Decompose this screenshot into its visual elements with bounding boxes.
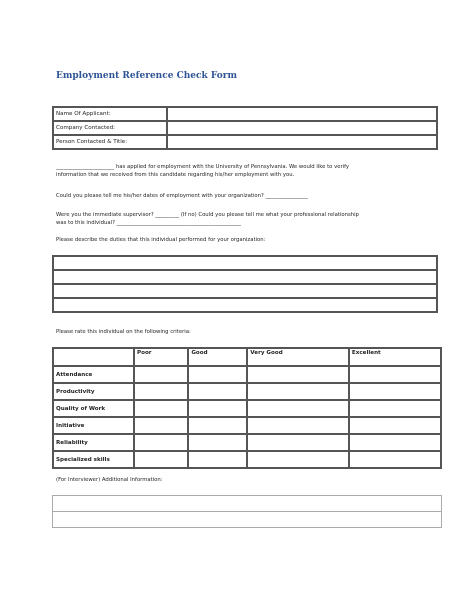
company-field[interactable] bbox=[167, 121, 437, 135]
intro-text-line2: information that we received from this candidate regarding his/her employment with you. bbox=[56, 172, 295, 178]
rating-row bbox=[53, 417, 441, 434]
rating-cell[interactable] bbox=[134, 366, 188, 383]
additional-info-field-2[interactable] bbox=[53, 512, 442, 528]
rating-cell[interactable] bbox=[188, 434, 247, 451]
duties-table bbox=[52, 255, 438, 313]
rating-cell[interactable] bbox=[188, 417, 247, 434]
applicant-row bbox=[53, 107, 437, 121]
rating-table bbox=[52, 347, 442, 469]
rating-row bbox=[53, 366, 441, 383]
dates-question: Could you please tell me his/her dates of employment with your organization? ________________ bbox=[56, 193, 308, 199]
rating-cell[interactable] bbox=[247, 434, 349, 451]
rating-cell[interactable] bbox=[349, 366, 441, 383]
supervisor-question-line1: Were you the immediate supervisor? _________ (If no) Could you please tell me what your professional relationship bbox=[56, 212, 359, 218]
rating-cell[interactable] bbox=[349, 417, 441, 434]
criterion-quality-of-work: Quality of Work bbox=[53, 400, 134, 417]
criterion-initiative: Initiative bbox=[53, 417, 134, 434]
company-label: Company Contacted: bbox=[53, 121, 167, 135]
rating-cell[interactable] bbox=[134, 383, 188, 400]
rating-header-blank bbox=[53, 348, 134, 366]
person-label: Person Contacted & Title: bbox=[53, 135, 167, 149]
rating-header-row bbox=[53, 348, 441, 366]
rating-cell[interactable] bbox=[247, 366, 349, 383]
rating-cell[interactable] bbox=[188, 400, 247, 417]
person-field[interactable] bbox=[167, 135, 437, 149]
rating-row bbox=[53, 451, 441, 468]
rating-cell[interactable] bbox=[247, 383, 349, 400]
duties-prompt: Please describe the duties that this individual performed for your organization: bbox=[56, 237, 266, 243]
intro-text-line1: ______________________ has applied for employment with the University of Pennsylvania. We would like to verify bbox=[56, 164, 350, 170]
rating-cell[interactable] bbox=[349, 383, 441, 400]
rating-header-good: Good bbox=[188, 348, 247, 366]
rating-cell[interactable] bbox=[134, 434, 188, 451]
additional-info-label: (For Interviewer) Additional Information: bbox=[56, 477, 163, 483]
duties-field-4[interactable] bbox=[53, 298, 437, 312]
rating-header-poor: Poor bbox=[134, 348, 188, 366]
rating-cell[interactable] bbox=[134, 451, 188, 468]
rating-cell[interactable] bbox=[188, 451, 247, 468]
person-row bbox=[53, 135, 437, 149]
duties-field-2[interactable] bbox=[53, 270, 437, 284]
rating-cell[interactable] bbox=[188, 383, 247, 400]
rating-cell[interactable] bbox=[349, 451, 441, 468]
criterion-reliability: Reliability bbox=[53, 434, 134, 451]
rating-header-excellent: Excellent bbox=[349, 348, 441, 366]
rating-prompt: Please rate this individual on the following criteria: bbox=[56, 329, 191, 335]
rating-row bbox=[53, 400, 441, 417]
rating-cell[interactable] bbox=[349, 400, 441, 417]
rating-cell[interactable] bbox=[247, 451, 349, 468]
applicant-info-table bbox=[52, 106, 438, 150]
duties-field-1[interactable] bbox=[53, 256, 437, 270]
criterion-specialized-skills: Specialized skills bbox=[53, 451, 134, 468]
duties-field-3[interactable] bbox=[53, 284, 437, 298]
rating-cell[interactable] bbox=[188, 366, 247, 383]
rating-cell[interactable] bbox=[134, 400, 188, 417]
company-row bbox=[53, 121, 437, 135]
additional-info-table bbox=[52, 495, 442, 528]
rating-row bbox=[53, 434, 441, 451]
criterion-productivity: Productivity bbox=[53, 383, 134, 400]
rating-header-very-good: Very Good bbox=[247, 348, 349, 366]
applicant-name-field[interactable] bbox=[167, 107, 437, 121]
form-title: Employment Reference Check Form bbox=[56, 71, 238, 81]
rating-row bbox=[53, 383, 441, 400]
rating-cell[interactable] bbox=[247, 417, 349, 434]
additional-info-field-1[interactable] bbox=[53, 496, 442, 512]
rating-cell[interactable] bbox=[349, 434, 441, 451]
criterion-attendance: Attendance bbox=[53, 366, 134, 383]
rating-cell[interactable] bbox=[247, 400, 349, 417]
applicant-label: Name Of Applicant: bbox=[53, 107, 167, 121]
rating-cell[interactable] bbox=[134, 417, 188, 434]
supervisor-question-line2: was to this individual? _______________________________________________ bbox=[56, 220, 242, 226]
